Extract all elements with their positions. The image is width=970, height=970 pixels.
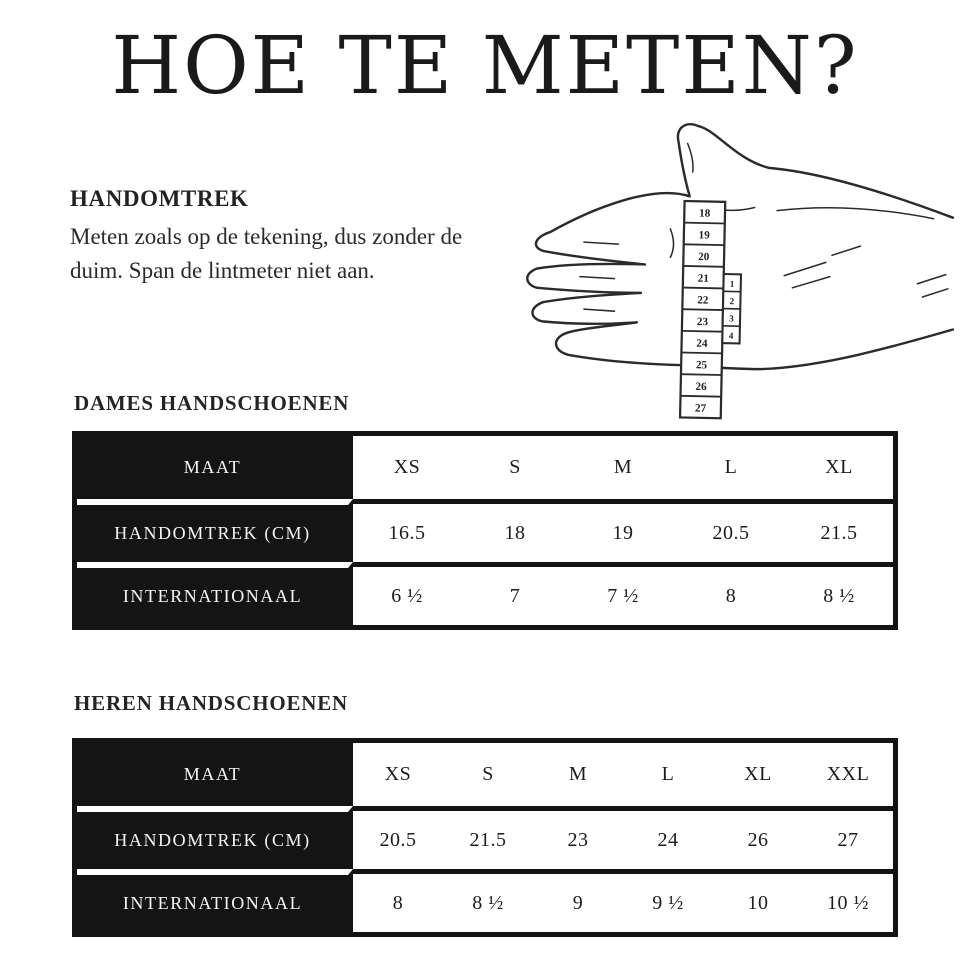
size-cell: 27 bbox=[837, 828, 859, 851]
size-cell: 21.5 bbox=[820, 521, 858, 544]
men-table-heading: HEREN HANDSCHOENEN bbox=[74, 691, 349, 715]
svg-text:4: 4 bbox=[728, 330, 734, 341]
svg-text:24: 24 bbox=[696, 337, 708, 350]
size-cell: 9 ½ bbox=[652, 891, 684, 914]
svg-text:23: 23 bbox=[696, 315, 709, 329]
size-cell: XL bbox=[744, 763, 772, 785]
instructions-line-1: Meten zoals op de tekening, dus zonder de bbox=[70, 224, 463, 249]
table-row bbox=[77, 562, 893, 625]
size-cell: M bbox=[613, 456, 633, 478]
svg-text:3: 3 bbox=[729, 313, 734, 324]
measuring-instructions bbox=[70, 186, 550, 288]
table-row bbox=[77, 436, 893, 499]
men-size-table bbox=[72, 738, 898, 937]
size-cell: 8 ½ bbox=[823, 584, 855, 607]
page-title: HOE TE METEN? bbox=[111, 19, 859, 112]
women-size-table bbox=[72, 431, 898, 630]
svg-text:2: 2 bbox=[729, 296, 735, 307]
size-cell: 20.5 bbox=[379, 828, 417, 851]
svg-text:27: 27 bbox=[694, 402, 707, 415]
size-cell: 9 bbox=[572, 891, 584, 914]
size-cell: 21.5 bbox=[469, 828, 507, 851]
row-label: HANDOMTREK (CM) bbox=[77, 499, 353, 562]
svg-text:19: 19 bbox=[698, 229, 710, 242]
size-cell: 20.5 bbox=[712, 521, 750, 544]
size-cell: XXL bbox=[826, 763, 870, 785]
svg-text:22: 22 bbox=[697, 294, 709, 307]
size-cell: 10 bbox=[747, 891, 769, 914]
size-cell: S bbox=[482, 763, 494, 785]
size-cell: S bbox=[509, 456, 521, 478]
size-cell: 7 bbox=[509, 584, 521, 607]
svg-text:1: 1 bbox=[729, 278, 735, 289]
size-cell: M bbox=[568, 763, 588, 785]
table-row bbox=[77, 499, 893, 562]
row-label: INTERNATIONAAL bbox=[77, 869, 353, 932]
size-cell: 8 ½ bbox=[472, 891, 504, 914]
size-cell: XS bbox=[384, 763, 412, 785]
table-row bbox=[77, 869, 893, 932]
table-row bbox=[77, 806, 893, 869]
size-cell: 8 bbox=[725, 584, 737, 607]
size-cell: L bbox=[724, 456, 738, 478]
row-label: INTERNATIONAAL bbox=[77, 562, 353, 625]
size-cell: 18 bbox=[504, 521, 526, 544]
size-cell: 26 bbox=[747, 828, 769, 851]
table-row bbox=[77, 743, 893, 806]
instructions-heading: HANDOMTREK bbox=[70, 186, 249, 211]
row-label: HANDOMTREK (CM) bbox=[77, 806, 353, 869]
svg-text:26: 26 bbox=[695, 380, 707, 394]
size-cell: 24 bbox=[657, 828, 679, 851]
svg-text:21: 21 bbox=[697, 272, 710, 285]
women-table-heading: DAMES HANDSCHOENEN bbox=[74, 391, 350, 415]
size-cell: 6 ½ bbox=[391, 584, 423, 607]
size-cell: 19 bbox=[612, 521, 634, 544]
size-cell: XL bbox=[825, 456, 853, 478]
svg-text:20: 20 bbox=[698, 251, 710, 264]
size-cell: 7 ½ bbox=[607, 584, 639, 607]
row-label: MAAT bbox=[77, 743, 353, 806]
size-cell: 23 bbox=[567, 828, 589, 851]
instructions-line-2: duim. Span de lintmeter niet aan. bbox=[70, 258, 375, 283]
svg-text:25: 25 bbox=[695, 359, 708, 372]
size-cell: 10 ½ bbox=[827, 891, 869, 914]
svg-text:18: 18 bbox=[698, 207, 711, 220]
hand-measuring-tape-illustration bbox=[525, 113, 957, 423]
size-cell: 16.5 bbox=[388, 521, 426, 544]
row-label: MAAT bbox=[77, 436, 353, 499]
size-cell: L bbox=[661, 763, 675, 785]
size-cell: XS bbox=[393, 456, 421, 478]
size-cell: 8 bbox=[392, 891, 404, 914]
